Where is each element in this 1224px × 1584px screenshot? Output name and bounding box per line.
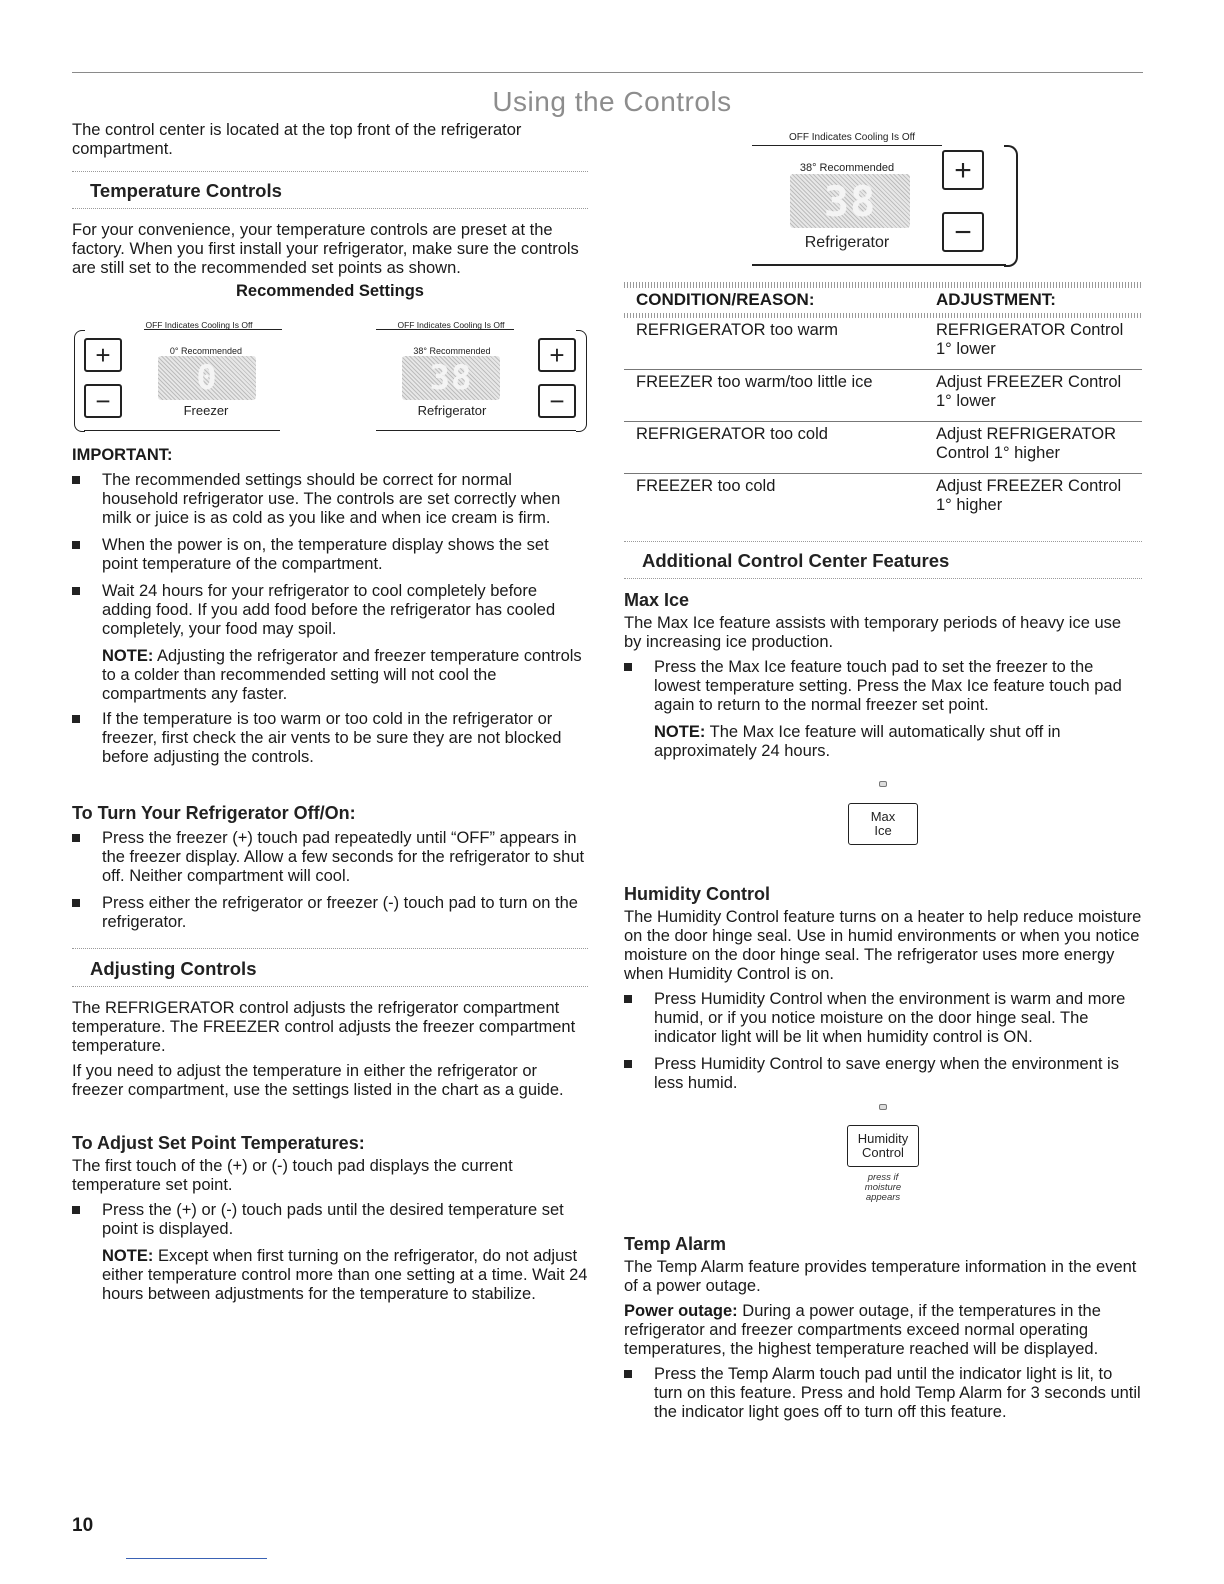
refrigerator-label: Refrigerator [804,234,890,251]
list-item [624,1365,1142,1422]
bottom-link-rule [126,1558,267,1559]
panel-line [84,430,280,431]
adjusting-controls-heading: Adjusting Controls [90,958,257,979]
refrigerator-minus-button[interactable]: − [538,384,576,418]
refrigerator-label: Refrigerator [417,403,487,418]
table-cell-adjustment: REFRIGERATOR Control 1° lower [936,321,1124,358]
bullet-icon [72,476,80,484]
hint-line: press if [867,1172,899,1183]
max-ice-block [624,591,1142,767]
divider [72,948,588,949]
max-ice-indicator-light [879,781,887,787]
table-row [624,321,1142,369]
freezer-display: 0 [158,356,256,400]
important-label: IMPORTANT: [72,446,173,464]
bullet-icon [72,1206,80,1214]
note [72,1247,588,1304]
panel-line [144,329,282,330]
note-label: NOTE: [102,647,154,665]
bullet-icon [72,541,80,549]
bullet-text: If the temperature is too warm or too cold in the refrigerator or freezer, first check the air vents to be sure they are not blocked before adjusting the controls. [102,710,562,766]
temp-controls-intro [72,221,588,284]
refrigerator-display: 38 [402,356,500,400]
freezer-label: Freezer [183,403,229,418]
table-rule [624,421,1142,422]
bullet-text: When the power is on, the temperature display shows the set point temperature of the compartment. [102,536,549,573]
bullet-text: The recommended settings should be correct for normal household refrigerator use. The controls are set correctly when milk or juice is as cold as you like and when ice cream is firm. [102,471,561,527]
humidity-hint [843,1173,923,1203]
note [624,723,1142,761]
table-header-condition: CONDITION/REASON: [636,290,815,309]
list-item [624,1055,1142,1093]
humidity-indicator-light [879,1104,887,1110]
refrigerator-plus-button[interactable]: + [942,150,984,190]
bullet-text: Press either the refrigerator or freezer (-) touch pad to turn on the refrigerator. [102,894,578,931]
adjusting-text: The REFRIGERATOR control adjusts the refrigerator compartment temperature. The FREEZER control adjusts the freezer compartment temperature. [72,999,576,1055]
refrigerator-caption: OFF Indicates Cooling Is Off [789,132,915,143]
note-text: The Max Ice feature will automatically shut off in approximately 24 hours. [654,723,1061,760]
freezer-minus-button[interactable]: − [84,384,122,418]
freezer-plus-button[interactable]: + [84,338,122,372]
refrigerator-recommended: 38° Recommended [413,346,491,356]
set-point-text: The first touch of the (+) or (-) touch pad displays the current temperature set point. [72,1157,513,1194]
table-row [624,425,1142,473]
table-cell-condition: REFRIGERATOR too warm [636,321,839,339]
hint-line: moisture [864,1182,902,1193]
bullet-icon [624,663,632,671]
additional-features-heading: Additional Control Center Features [642,550,950,571]
power-outage-label: Power outage: [624,1302,738,1320]
refrigerator-caption: OFF Indicates Cooling Is Off [397,320,505,330]
list-item [72,1201,588,1239]
temperature-controls-heading: Temperature Controls [90,180,282,201]
panel-bracket [576,330,587,432]
set-point-block [72,1134,588,1310]
power-outage-paragraph [624,1302,1142,1359]
adjusting-block [72,999,588,1106]
temp-alarm-text: The Temp Alarm feature provides temperature information in the event of a power outage. [624,1258,1137,1295]
refrigerator-plus-button[interactable]: + [538,338,576,372]
note-text: Adjusting the refrigerator and freezer temperature controls to a colder than recommended setting will not cool the compartments any faster. [102,647,582,703]
bullet-text: Press Humidity Control to save energy when the environment is less humid. [654,1055,1119,1092]
bullet-icon [624,995,632,1003]
table-cell-condition: FREEZER too cold [636,477,776,495]
bullet-icon [72,834,80,842]
humidity-text: The Humidity Control feature turns on a heater to help reduce moisture on the door hinge seal. Use in humid environments or when you notice moisture on the door hinge seal. The refrigerator uses more energy when Humidity Control is on. [624,908,1142,983]
top-rule [72,72,1143,73]
temp-alarm-heading: Temp Alarm [624,1234,727,1254]
turn-off-on-heading: To Turn Your Refrigerator Off/On: [72,803,356,823]
temp-alarm-block [624,1235,1142,1430]
bullet-icon [72,715,80,723]
divider [72,208,588,209]
note-text: Except when first turning on the refrigerator, do not adjust either temperature control more than one setting at a time. Wait 24 hours between adjustments for the temperature to stabilize. [102,1247,588,1303]
note-label: NOTE: [654,723,706,741]
max-ice-text: The Max Ice feature assists with temporary periods of heavy ice use by increasing ice production. [624,614,1122,651]
divider [624,578,1142,579]
important-block [72,446,588,775]
humidity-block [624,885,1142,1101]
panel-line [752,145,942,146]
list-item [72,471,588,528]
table-row [624,477,1142,525]
humidity-key-line: Humidity [857,1131,909,1146]
table-header-adjustment: ADJUSTMENT: [936,290,1056,309]
humidity-heading: Humidity Control [624,884,770,904]
table-top-rule [624,282,1142,288]
divider [72,171,588,172]
list-item [624,658,1142,715]
list-item [72,582,588,639]
recommended-settings-heading: Recommended Settings [236,282,424,300]
list-item [624,990,1142,1047]
hint-line: appears [865,1192,901,1203]
humidity-key-line: Control [862,1145,904,1160]
list-item [72,894,588,932]
panel-line [376,430,576,431]
adjusting-text: If you need to adjust the temperature in either the refrigerator or freezer compartment, use the settings listed in the chart as a guide. [72,1062,564,1099]
bullet-icon [72,587,80,595]
set-point-heading: To Adjust Set Point Temperatures: [72,1133,365,1153]
refrigerator-recommended: 38° Recommended [799,162,895,174]
temp-controls-text: For your convenience, your temperature controls are preset at the factory. When you first install your refrigerator, make sure the controls are still set to the recommended set points as shown. [72,221,579,277]
divider [72,986,588,987]
bullet-text: Press Humidity Control when the environment is warm and more humid, or if you notice moisture on the door hinge seal. The indicator light will be lit when humidity control is ON. [654,990,1126,1046]
turn-off-on-block [72,804,588,940]
table-cell-adjustment: Adjust REFRIGERATOR Control 1° higher [936,425,1117,462]
bullet-icon [72,899,80,907]
power-outage-text: During a power outage, if the temperatures in the refrigerator and freezer compartments exceed normal operating temperatures, the highest temperature reached will be displayed. [624,1302,1101,1358]
note [72,647,588,704]
bullet-text: Press the Max Ice feature touch pad to set the freezer to the lowest temperature setting. Press the Max Ice feature touch pad again to return to the normal freezer set point. [654,658,1122,714]
bullet-text: Wait 24 hours for your refrigerator to cool completely before adding food. If you add food before the refrigerator has cooled completely, your food may spoil. [102,582,556,638]
panel-line [752,264,1006,266]
freezer-control-panel [74,312,286,434]
freezer-caption: OFF Indicates Cooling Is Off [145,320,253,330]
panel-line [376,329,514,330]
table-header-rule [624,313,1142,318]
list-item [72,710,588,767]
table-cell-condition: FREEZER too warm/too little ice [636,373,873,391]
refrigerator-control-panel-large [752,124,1020,270]
panel-bracket [1004,145,1018,267]
intro-text: The control center is located at the top front of the refrigerator compartment. [72,121,522,158]
table-cell-adjustment: Adjust FREEZER Control 1° higher [936,477,1122,514]
bullet-icon [624,1060,632,1068]
page-title: Using the Controls [492,86,732,117]
refrigerator-display: 38 [790,174,910,228]
note-label: NOTE: [102,1247,154,1265]
max-ice-key-line: Max [870,809,896,824]
list-item [72,829,588,886]
intro-block [72,121,588,165]
max-ice-button[interactable] [848,803,918,845]
freezer-recommended: 0° Recommended [169,346,243,356]
divider [624,541,1142,542]
table-cell-adjustment: Adjust FREEZER Control 1° lower [936,373,1122,410]
page-number: 10 [72,1515,94,1536]
max-ice-key-line: Ice [874,823,892,838]
bullet-icon [624,1370,632,1378]
bullet-text: Press the Temp Alarm touch pad until the indicator light is lit, to turn on this feature. Press and hold Temp Alarm for 3 seconds until the indicator light goes off to turn off this feature. [654,1365,1141,1421]
table-row [624,373,1142,421]
bullet-text: Press the freezer (+) touch pad repeatedly until “OFF” appears in the freezer display. Allow a few seconds for the refrigerator to shut off. Neither compartment will cool. [102,829,585,885]
humidity-control-button[interactable] [847,1125,919,1167]
list-item [72,536,588,574]
table-cell-condition: REFRIGERATOR too cold [636,425,828,443]
refrigerator-minus-button[interactable]: − [942,212,984,252]
table-rule [624,473,1142,474]
refrigerator-control-panel [376,312,588,434]
bullet-text: Press the (+) or (-) touch pads until the desired temperature set point is displayed. [102,1201,564,1238]
table-rule [624,369,1142,370]
max-ice-heading: Max Ice [624,590,690,610]
